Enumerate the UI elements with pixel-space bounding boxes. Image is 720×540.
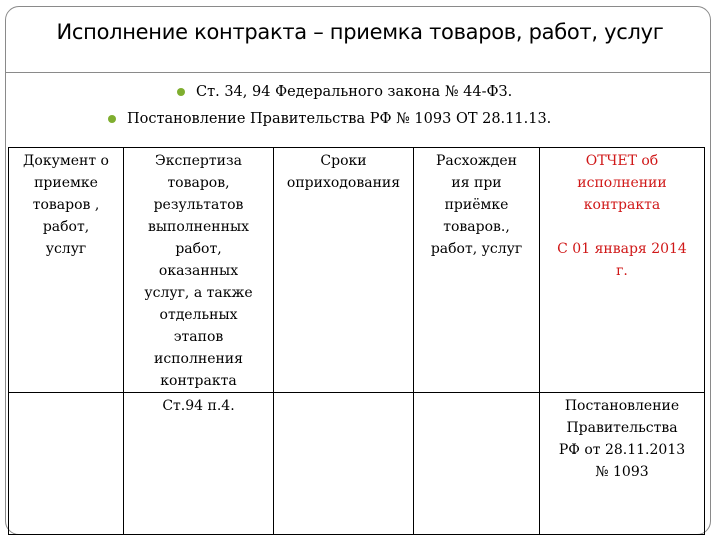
cell-line: № 1093 bbox=[595, 464, 649, 480]
cell-line: Сроки bbox=[320, 153, 367, 169]
cell-line: С 01 января 2014 bbox=[557, 241, 687, 257]
bullet-item-law bbox=[177, 84, 512, 100]
cell-expertise bbox=[124, 148, 274, 393]
cell-line: товаров, bbox=[167, 175, 230, 191]
cell-line: товаров., bbox=[443, 219, 510, 235]
bullet-item-resolution bbox=[108, 111, 551, 127]
cell-line bbox=[543, 216, 701, 238]
cell-line: выполненных bbox=[148, 219, 249, 235]
cell-line: исполнении bbox=[577, 175, 667, 191]
cell-line: г. bbox=[616, 263, 628, 279]
cell-line: услуг, а также bbox=[144, 285, 253, 301]
table-row bbox=[9, 148, 705, 393]
cell-line: оказанных bbox=[158, 263, 239, 279]
cell-line: контракта bbox=[583, 197, 661, 213]
cell-line: работ, bbox=[175, 241, 222, 257]
cell-line: Постановление bbox=[564, 398, 680, 414]
cell-line: ия при bbox=[451, 175, 502, 191]
bullet-dot-icon bbox=[177, 88, 185, 96]
cell-line: приемке bbox=[34, 175, 98, 191]
cell-line: РФ от 28.11.2013 bbox=[558, 442, 686, 458]
cell-empty bbox=[9, 393, 124, 535]
cell-line: контракта bbox=[160, 373, 237, 389]
cell-line: ОТЧЕТ об bbox=[585, 153, 659, 169]
cell-line: исполнения bbox=[154, 351, 243, 367]
cell-line: Ст.94 п.4. bbox=[162, 398, 235, 414]
bullet-dot-icon bbox=[108, 115, 116, 123]
contract-execution-table bbox=[8, 147, 705, 535]
cell-discrepancies bbox=[414, 148, 540, 393]
cell-line: работ, bbox=[42, 219, 90, 235]
cell-line: Правительства bbox=[566, 420, 678, 436]
cell-line: услуг bbox=[45, 241, 87, 257]
cell-empty bbox=[414, 393, 540, 535]
cell-line: товаров , bbox=[32, 197, 100, 213]
table-row bbox=[9, 393, 705, 535]
cell-acceptance-document bbox=[9, 148, 124, 393]
cell-line: этапов bbox=[173, 329, 224, 345]
bullet-text: Ст. 34, 94 Федерального закона № 44-ФЗ. bbox=[196, 84, 513, 100]
cell-line: Расхожден bbox=[435, 153, 518, 169]
cell-line: результатов bbox=[153, 197, 244, 213]
cell-execution-report bbox=[540, 148, 705, 393]
cell-line: оприходования bbox=[286, 175, 401, 191]
cell-line: отдельных bbox=[159, 307, 238, 323]
cell-line: Документ о bbox=[23, 153, 109, 169]
title-separator bbox=[5, 72, 711, 73]
bullet-text: Постановление Правительства РФ № 1093 ОТ 28.11.13. bbox=[127, 111, 552, 127]
cell-resolution-reference bbox=[540, 393, 705, 535]
page-title: Исполнение контракта – приемка товаров, работ, услуг bbox=[56, 20, 664, 44]
cell-article-reference bbox=[124, 393, 274, 535]
cell-line: работ, услуг bbox=[430, 241, 523, 257]
cell-empty bbox=[274, 393, 414, 535]
cell-posting-terms bbox=[274, 148, 414, 393]
cell-line: приёмке bbox=[444, 197, 509, 213]
cell-line: Экспертиза bbox=[155, 153, 242, 169]
